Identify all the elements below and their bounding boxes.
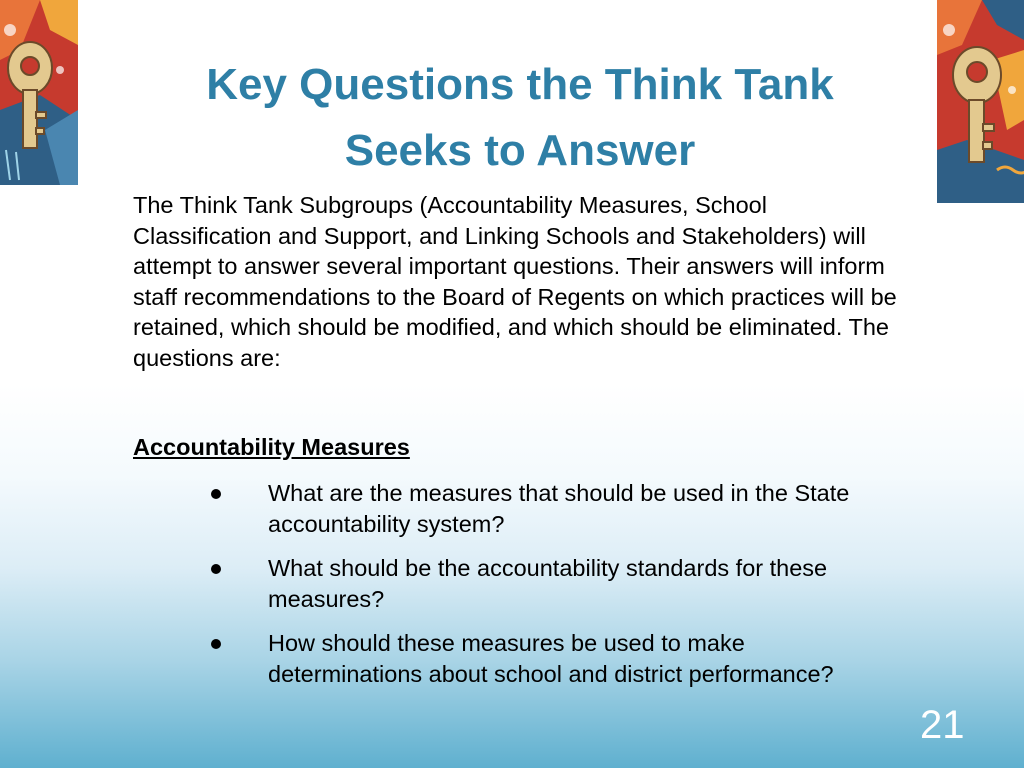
slide-title-line-1: Key Questions the Think Tank: [206, 60, 834, 109]
page-number: 21: [920, 703, 965, 747]
list-item: [203, 628, 883, 689]
slide-title: [130, 52, 910, 184]
key-art-icon: [0, 0, 78, 185]
bullet-icon: [211, 564, 221, 574]
list-item: [203, 478, 883, 539]
question-text: What should be the accountability standards for these measures?: [268, 555, 828, 612]
intro-paragraph: The Think Tank Subgroups (Accountability Measures, School Classification and Support, and Linking Schools and Stakeholders) will attempt to answer several important questions. Their answers will inform staff recommendations to the Board of Regents on which practices will be retained, which should be modified, and which should be eliminated. The questions are:: [133, 192, 897, 371]
key-art-icon: [937, 0, 1024, 203]
bullet-icon: [211, 489, 221, 499]
section-heading: Accountability Measures: [133, 434, 410, 460]
question-text: How should these measures be used to make determinations about school and district performance?: [268, 630, 834, 687]
slide-title-line-2: Seeks to Answer: [344, 126, 696, 175]
question-list: [203, 478, 883, 703]
bullet-icon: [211, 639, 221, 649]
question-text: What are the measures that should be used in the State accountability system?: [268, 480, 850, 537]
list-item: [203, 553, 883, 614]
